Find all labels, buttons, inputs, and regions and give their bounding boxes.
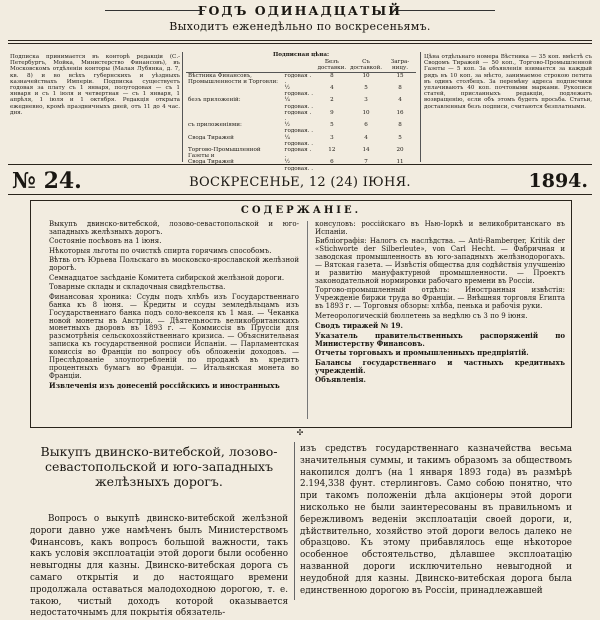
price-table-cell: ½ годовая. . [284,159,314,172]
masthead-subtitle: Выходитъ еженедѣльно по воскресеньямъ. [169,20,431,33]
contents-item: Нѣкоторыя льготы по очисткѣ спирта горячимъ способомъ. [49,246,272,255]
price-table-cell: 4 [364,134,368,141]
contents-item: Торгово-промышленный отдѣлъ: Иностранныя извѣстія: Учрежденіе биржи труда во Франціи. — Внѣшняя торговля Египта въ 1893 г. — Торговыя обзоры: хлѣба, пенька и рабочія руки. [315,286,565,311]
price-table-body [186,72,416,172]
issue-price-info: Цѣна отдѣльнаго номера Вѣстника — 35 коп. вмѣстѣ съ Сводомъ Тиражей — 50 коп., Торгово-Промышленной Газеты — 5 коп. За объявленія взимается за каждый рядъ въ 10 коп. за мѣсто, занимаемое строкою петита въ одинъ столбецъ. За перемѣну адреса подписчики уплачиваютъ 40 коп. почтовыми марками. Рукописи статей, присланныхъ редакціи, подлежатъ возвращенію, если объ этомъ будетъ просьба. Статьи, доставленныя безъ подписи, считаются безплатными. [424,54,592,110]
price-table-header: Съ доставкой. [350,59,383,72]
contents-box [30,200,572,428]
price-table-header-row [186,59,416,72]
price-table-cell: 6 [364,122,368,129]
subscription-price-table [186,52,416,172]
price-table-caption: Подписная цѣна: [272,52,330,58]
price-table-row [186,85,416,97]
price-table-header [283,59,316,72]
price-table-header: Загра-ницу. [384,59,416,72]
contents-column-right [315,221,565,386]
contents-title: СОДЕРЖАНІЕ. [240,205,362,216]
price-table-cell: 20 [396,147,404,154]
price-table-cell: 3 [330,134,334,141]
contents-tail-ornament: ✣ [296,428,304,437]
contents-item: Балансы государственнаго и частныхъ кредитныхъ учрежденій. [315,357,565,375]
masthead-rule-top [8,40,592,41]
contents-item: Семнадцатое засѣданіе Комитета сибирской желѣзной дороги. [49,273,285,282]
issue-rule-top [8,164,592,165]
price-table-row [186,135,416,147]
price-table-cell [186,110,283,122]
price-table-cell: годовая . . [284,72,312,85]
price-table-cell: 4 [330,85,334,92]
title-ornament-right [395,10,495,11]
price-table-cell: 14 [362,147,370,154]
price-table-cell: 8 [330,72,334,79]
issue-number: № 24. [12,168,82,194]
title-ornament-left [105,10,205,11]
price-table-cell: 16 [396,109,404,116]
price-table-row [186,159,416,171]
price-table-header: Безъ доставки. [317,59,347,72]
price-table-cell: 8 [398,85,402,92]
price-table-row [186,97,416,109]
contents-column-divider [307,221,308,419]
contents-item: Метеорологическій бюллетень за недѣлю съ 3 по 9 іюня. [315,311,528,320]
contents-item: Отчеты торговыхъ и промышленныхъ предпріятій. [315,348,529,358]
price-table-cell: 9 [330,109,334,116]
price-table-cell: 8 [398,122,402,129]
contents-item: консуловъ: россійскаго въ Нью-Іоркѣ и великобританскаго въ Испаніи. [315,220,565,236]
price-table-header [186,59,283,72]
year-title: ГОДЪ ОДИНАДЦАТЫЙ [197,3,403,18]
price-table-row [186,147,416,159]
contents-item: Финансовая хроника: Ссуды подъ хлѣбъ изъ Государственнаго банка къ 8 іюня. — Кредиты и ссуды земледѣльцамъ изъ Государственнаго банка подъ соло-векселя къ 1 мая. — Чеканка новой монеты въ Австріи. — Дѣятельность великобританскихъ монетныхъ дворовъ въ 1893 г. — Коммиссія въ Пруссіи для разсмотрѣнія сельскохозяйственнаго кризиса. — Объяснительная записка къ государственной росписи Испаніи. — Парламентская комиссія во Франціи по вопросу объ обложеніи доходовъ. — Преслѣдованіе злоупотребленій по продажѣ въ кредитъ процентныхъ бумагъ во Франціи. — Итальянская монета во Франціи. [49,292,299,380]
issue-year: 1894. [528,170,588,192]
issue-date: ВОСКРЕСЕНЬЕ, 12 (24) ІЮНЯ. [189,175,411,190]
price-table-cell: 5 [398,134,402,141]
price-table-cell: 15 [396,72,404,79]
subscription-info: Подписка принимается въ конторѣ редакціи (С.-Петербургъ, Мойка, Министерство Финансовъ), въ Московскомъ отдѣленіи конторы (Малая Лубянка, д. 7, кв. 8) и во всѣхъ губернскихъ и уѣздныхъ казначействахъ Имперіи. Подписка существуетъ годовая за плату съ 1 января, полугодовая — съ 1 января и съ 1 іюля и четвертная — съ 1 января, 1 апрѣля, 1 іюля и 1 октября. Редакція открыта ежедневно, кромѣ праздничныхъ дней, отъ 11 до 4 час. дня. [10,54,180,116]
price-table-cell: Вѣстника Финансовъ, Промышленности и Торговли: [188,72,279,85]
contents-item: Извлеченія изъ донесеній россійскихъ и иностранныхъ [49,381,280,391]
contents-item: Вѣтвь отъ Юрьева Польскаго въ московско-ярославской желѣзной дорогѣ. [49,256,299,273]
price-table-cell: 3 [364,97,368,104]
price-table [186,59,416,172]
price-table-row [186,122,416,134]
price-table-cell: 5 [330,122,334,129]
price-table-row [186,72,416,85]
price-table-cell: ¼ годовая. . [284,97,314,110]
price-table-cell: 11 [396,159,404,166]
price-table-cell: 12 [328,147,336,154]
price-table-cell: ¼ годовая. . [284,134,314,147]
contents-column-left [49,221,299,392]
price-table-cell: 5 [364,85,368,92]
price-table-cell: 2 [330,97,334,104]
article-text-left: Вопросъ о выкупѣ двинско-витебской желѣзной дороги давно уже намѣченъ былъ Министерствомъ Финансовъ, какъ вопросъ большой важности, такъ какъ условія эксплоатаціи этой дороги были особенно невыгодны для казны. Двинско-витебская дорога съ самаго открытія и до настоящаго времени продолжала оставаться малодоходною дорогою, т. е. такою, чистый доходъ которой оказывается недостаточнымъ для покрытія обязатель- [30,514,288,619]
contents-item: Состояніе посѣвовъ на 1 іюня. [49,237,162,246]
price-table-cell: ½ годовая. . [284,122,314,135]
contents-item: Объявленія. [315,375,366,385]
price-table-row [186,110,416,122]
price-table-cell: 4 [398,97,402,104]
contents-item: Сводъ тиражей № 19. [315,321,403,331]
subscription-separator-left [182,52,183,162]
price-table-cell: Свода Тиражей [188,159,234,166]
issue-rule-bottom [8,194,592,195]
price-table-cell [186,85,283,97]
contents-item: Библіографія: Налогъ съ наслѣдства. — Anti-Bamberger, Kritik der «Stichworte der Silberleute», von Carl Hecht. — Фабричная и заводская промышленность въ юго-западныхъ желѣзнодорогахъ. — Вятская газета. — Извѣстія общества для содѣйствія улучшенію и развитію мануфактурной промышленности. — Проектъ законодательной нормировки рабочаго времени въ Россіи. [315,237,565,285]
price-table-cell: ½ годовая. . [284,85,314,98]
price-table-cell: 10 [362,72,370,79]
price-table-cell: 10 [362,109,370,116]
contents-item: Выкупъ двинско-витебской, лозово-севастопольской и юго-западныхъ желѣзныхъ дорогъ. [49,220,299,236]
price-table-cell: Торгово-Промышленной Газеты и [188,147,261,160]
price-table-cell: годовая . . [284,147,312,160]
price-table-cell: Свода Тиражей [188,134,234,141]
price-table-cell: годовая . . [284,109,312,123]
article-text-right: изъ средствъ государственнаго казначейства весьма значительныя суммы, и такимъ образомъ за обществомъ накопился долгъ (на 1 января 1893 года) въ размѣрѣ 2.194,338 фунт. стерлинговъ. Само собою понятно, что при такомъ положеніи дѣла акціонеры этой дороги нисколько не были заинтересованы въ правильномъ и бережливомъ веденіи эксплоатаціи своей дороги, и, дѣйствительно, хозяйство этой дороги велось далеко не образцово. Къ этому прибавлялось еще нѣкоторое особенное обстоятельство, дѣлавшее эксплоатацію названной дороги исключительно невыгодной и неудобной для казны. Двинско-витебская дорога была единственною дорогою въ Россіи, принадлежавшей [300,444,572,596]
article-title: Выкупъ двинско-витебской, лозово-севастопольской и юго-западныхъ желѣзныхъ дорогъ. [40,444,278,489]
contents-item: Указатель правительственныхъ распоряженій по Министерству Финансовъ. [315,330,565,348]
price-table-cell: 7 [364,159,368,166]
masthead-rule-bottom [8,43,592,44]
price-table-cell: безъ приложеній: [188,97,241,104]
subscription-separator-right [420,52,421,162]
contents-item: Товарные склады и складочныя свидѣтельства. [49,283,226,292]
price-table-cell: 6 [330,159,334,166]
price-table-cell: съ приложеніями: [188,122,242,129]
article-column-separator [294,442,295,600]
